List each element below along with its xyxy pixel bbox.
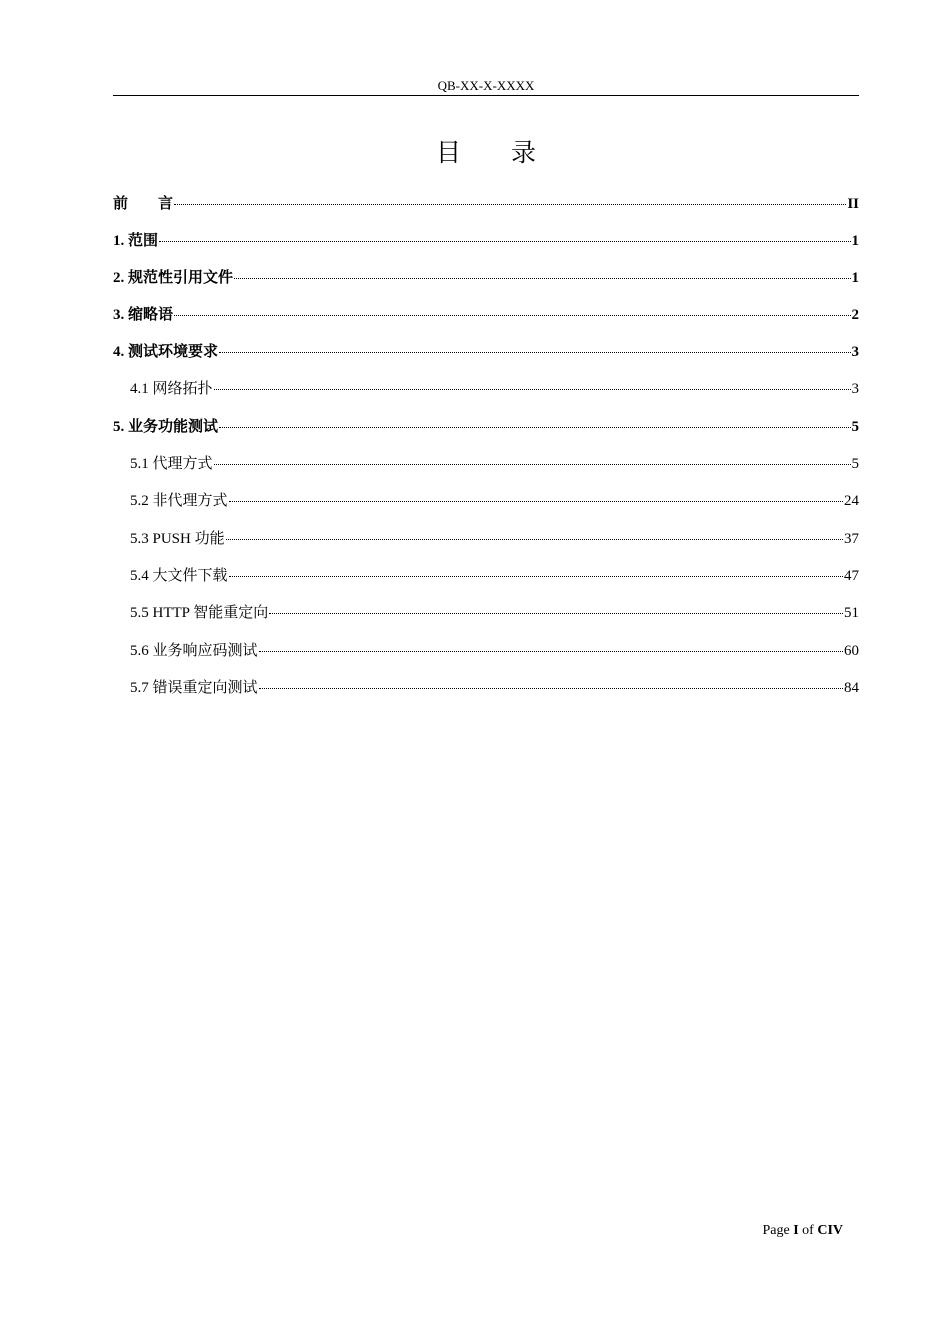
toc-entry-page: 47 [844,568,859,584]
toc-title [113,138,859,170]
toc-entry-network-topology[interactable] [130,379,859,399]
toc-entry-function-tests[interactable] [113,417,859,437]
toc-entry-non-proxy-mode[interactable] [130,491,859,511]
toc-entry-abbreviations[interactable] [113,305,859,325]
toc-entry-proxy-mode[interactable] [130,454,859,474]
toc-dot-leader [229,491,843,502]
toc-dot-leader [234,268,850,279]
toc-dot-leader [229,566,843,577]
toc-entry-push-function[interactable] [130,529,859,549]
toc-entry-page: 5 [851,419,859,435]
toc-entry-label: 3. 缩略语 [113,307,174,323]
toc-title-char-1: 目 [435,140,461,167]
toc-entry-label: 5.6 业务响应码测试 [130,643,258,659]
toc-entry-label: 5.4 大文件下载 [130,568,228,584]
toc-entry-page: 3 [851,381,859,397]
toc-dot-leader [174,194,846,205]
toc-entry-page: 51 [844,605,859,621]
toc-entry-label: 5.5 HTTP 智能重定向 [130,605,269,621]
toc-entry-page: 60 [844,643,859,659]
toc-dot-leader [214,379,851,390]
toc-entry-page: 37 [844,531,859,547]
toc-entry-page: 1 [851,270,859,286]
toc-dot-leader [159,231,850,242]
header-divider [113,95,859,96]
footer-of-word: of [802,1223,814,1238]
footer-current-page: I [793,1223,799,1238]
toc-entry-foreword[interactable] [113,194,859,214]
toc-dot-leader [259,641,843,652]
document-code: QB-XX-X-XXXX [437,78,535,93]
toc-dot-leader [219,342,850,353]
toc-entry-test-environment[interactable] [113,342,859,362]
toc-title-char-2: 录 [511,140,537,167]
toc-entry-label: 1. 范围 [113,233,159,249]
footer-total-pages: CIV [817,1223,843,1238]
toc-entry-page: II [847,196,859,212]
toc-dot-leader [259,678,843,689]
toc-entry-normative-references[interactable] [113,268,859,288]
toc-dot-leader [219,417,850,428]
toc-entry-label: 5.2 非代理方式 [130,493,228,509]
toc-entry-label: 2. 规范性引用文件 [113,270,234,286]
toc-entry-page: 84 [844,680,859,696]
toc-entry-label: 5.3 PUSH 功能 [130,531,225,547]
toc-entry-label: 4.1 网络拓扑 [130,381,213,397]
footer-page-word: Page [762,1223,790,1238]
toc-entry-label: 4. 测试环境要求 [113,344,219,360]
toc-dot-leader [174,305,850,316]
toc-entry-page: 24 [844,493,859,509]
toc-entry-label: 5.7 错误重定向测试 [130,680,258,696]
toc-entry-page: 2 [851,307,859,323]
toc-entry-http-smart-redirect[interactable] [130,603,859,623]
toc-entry-scope[interactable] [113,231,859,251]
toc-entry-label: 5. 业务功能测试 [113,419,219,435]
toc-entry-large-file-download[interactable] [130,566,859,586]
toc-dot-leader [226,529,843,540]
toc-dot-leader [214,454,851,465]
toc-entry-page: 3 [851,344,859,360]
page-number-footer [700,1222,843,1240]
toc-entry-error-redirect-test[interactable] [130,678,859,698]
toc-entry-page: 1 [851,233,859,249]
toc-dot-leader [269,603,843,614]
toc-entry-label: 前 言 [113,196,174,212]
toc-entry-response-code-test[interactable] [130,641,859,661]
toc-entry-page: 5 [851,456,859,472]
toc-entry-label: 5.1 代理方式 [130,456,213,472]
